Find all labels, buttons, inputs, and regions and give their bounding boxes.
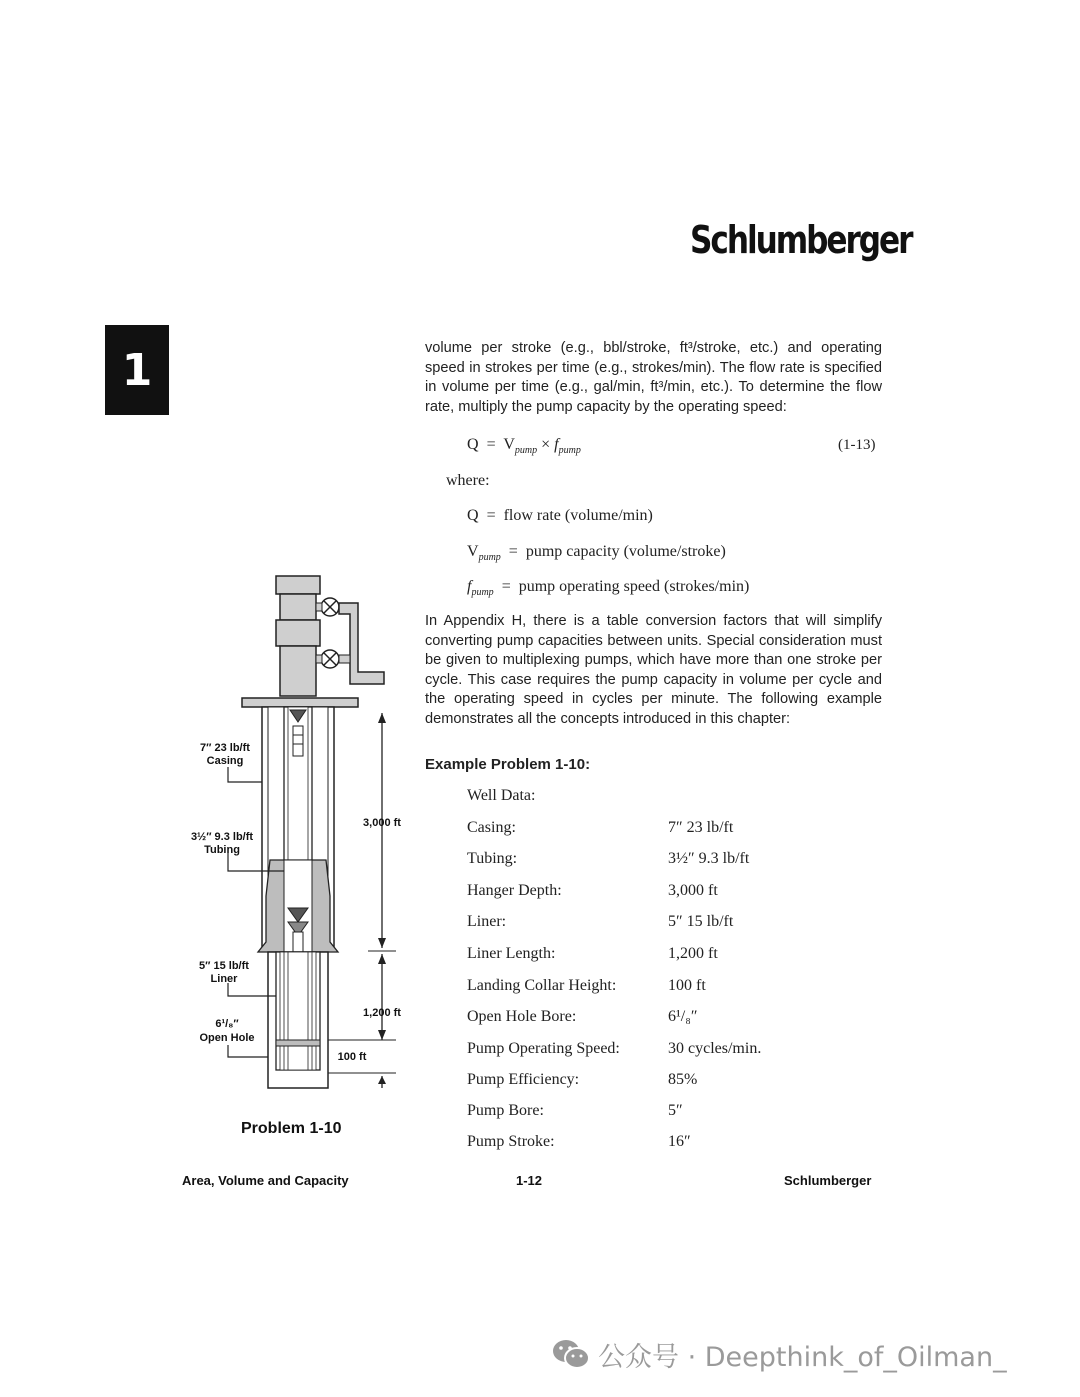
wechat-icon (552, 1338, 590, 1370)
wellhead-top-flange (276, 576, 320, 594)
appendix-paragraph: In Appendix H, there is a table conversion factors that will simplify converting pump capacities between units. Special consideration must be given to multiplexing pumps, which have more than one stroke per cycle. This case requires the pump capacity in volume per cycle and the operating speed in cycles per minute. The following example demonstrates all the concepts introduced in this chapter: (425, 613, 882, 727)
well-value: 85% (668, 1071, 698, 1088)
casing-label: 7″ 23 lb/ft (200, 742, 250, 754)
figure-caption: Problem 1-10 (241, 1120, 342, 1137)
chapter-tab: 1 (105, 325, 169, 415)
footer-right: Schlumberger (784, 1173, 872, 1188)
eq-f: f (554, 436, 559, 453)
equation-1-13 (467, 436, 581, 456)
where-label: where: (446, 472, 490, 489)
well-value: 3,000 ft (668, 882, 718, 899)
well-value: 5″ 15 lb/ft (668, 913, 734, 930)
eq-equals: = (486, 436, 496, 453)
well-value: 1,200 ft (668, 945, 718, 962)
def-q-symbol: Q (467, 507, 479, 524)
tubing-label-2: Tubing (204, 844, 240, 856)
well-label: Casing: (467, 819, 516, 836)
footer-page-number: 1-12 (516, 1173, 543, 1188)
liner-label-2: Liner (210, 973, 238, 985)
well-label: Liner: (467, 913, 507, 930)
footer-left: Area, Volume and Capacity (182, 1173, 349, 1188)
well-label: Pump Stroke: (467, 1133, 555, 1150)
intro-paragraph: volume per stroke (e.g., bbl/stroke, ft³/stroke, etc.) and operating speed in strokes per time (e.g., strokes/min). The flow rate is specified in volume per time (e.g., gal/min, ft³/min, etc.). To determine the flow rate, multiply the pump capacity by the operating speed: (425, 340, 882, 415)
well-value: 6¹/₈″ (668, 1008, 698, 1025)
eq-times: × (541, 436, 551, 453)
well-label: Pump Operating Speed: (467, 1040, 620, 1057)
equation-number: (1-13) (838, 437, 876, 453)
open-hole-label-2: Open Hole (199, 1032, 255, 1044)
well-label: Landing Collar Height: (467, 977, 617, 994)
def-v-sub: pump (478, 552, 501, 564)
dimension-3000-label: 3,000 ft (363, 817, 401, 829)
def-v-text: pump capacity (volume/stroke) (525, 543, 726, 560)
definition-vpump: $V_{pump}$ = pump capacity (volume/stroke) (467, 543, 726, 564)
open-hole-label: 6¹/₈″ (215, 1018, 239, 1030)
well-value: 100 ft (668, 977, 706, 994)
tubing-label: 3½″ 9.3 lb/ft (190, 831, 254, 843)
well-value: 3½″ 9.3 lb/ft (668, 850, 750, 867)
dimension-100-label: 100 ft (337, 1051, 367, 1063)
well-label: Hanger Depth: (467, 882, 562, 899)
dimension-1200-label: 1,200 ft (363, 1007, 401, 1019)
def-v-symbol: V (467, 543, 479, 560)
casing-head-plate (242, 698, 358, 707)
eq-lhs: Q (467, 436, 479, 453)
example-title: Example Problem 1-10: (425, 756, 591, 773)
well-value: 16″ (668, 1133, 691, 1150)
casing-label-2: Casing (206, 755, 244, 767)
well-data-heading-text: Well Data: (467, 787, 536, 804)
wellbore-diagram (180, 570, 420, 1100)
def-f-sub: pump (471, 587, 494, 599)
well-label: Pump Efficiency: (467, 1071, 580, 1088)
eq-v: V (503, 436, 515, 453)
well-value: 5″ (668, 1102, 683, 1119)
watermark-text: 公众号 · Deepthink_of_Oilman_ (598, 1341, 1007, 1373)
well-label: Open Hole Bore: (467, 1008, 577, 1025)
def-q-text: flow rate (volume/min) (503, 507, 653, 524)
eq-v-sub: pump (514, 445, 538, 457)
eq-f-sub: pump (558, 445, 581, 457)
well-label: Pump Bore: (467, 1102, 544, 1119)
well-value: 7″ 23 lb/ft (668, 819, 734, 836)
flow-line (339, 603, 384, 684)
well-label: Tubing: (467, 850, 518, 867)
def-f-text: pump operating speed (strokes/min) (518, 578, 750, 595)
definition-fpump: $f_{pump}$ = pump operating speed (strokes/min) (467, 578, 750, 599)
definition-q: Q = flow rate (volume/min) (467, 507, 653, 524)
liner-label: 5″ 15 lb/ft (199, 960, 249, 972)
well-value: 30 cycles/min. (668, 1040, 762, 1057)
watermark (552, 1336, 1007, 1372)
well-label: Liner Length: (467, 945, 556, 962)
schlumberger-logo: Schlumberger (690, 218, 912, 262)
def-f-symbol: f (467, 578, 472, 595)
